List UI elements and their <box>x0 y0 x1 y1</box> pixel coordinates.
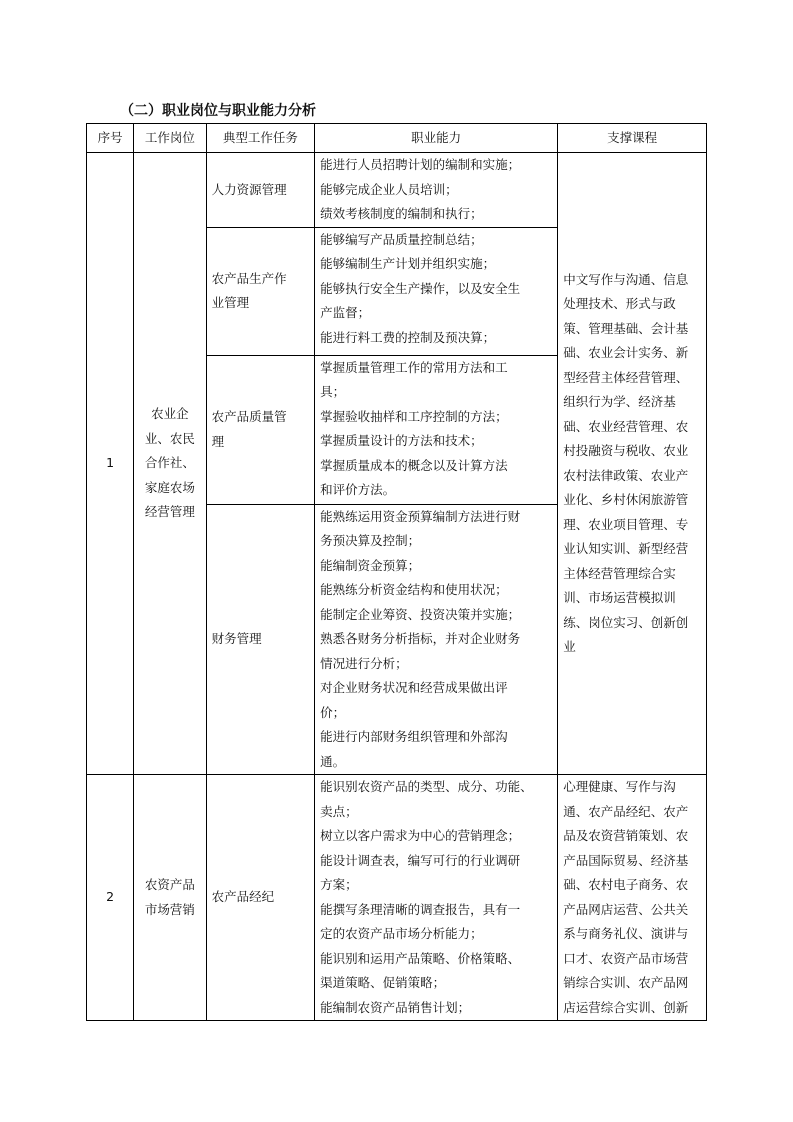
ability-line: 和评价方法。 <box>320 482 396 497</box>
course-line: 组织行为学、经济基 <box>563 394 676 409</box>
ability-line: 定的农资产品市场分析能力； <box>320 926 483 941</box>
course-line: 业化、乡村休闲旅游管 <box>563 492 689 507</box>
typical-task-cell <box>206 775 315 1021</box>
ability-line: 能识别和运用产品策略、价格策略、 <box>320 950 521 966</box>
typical-task-line: 农产品质量管 <box>211 409 287 424</box>
course-line: 农村法律政策、农业产 <box>563 467 689 483</box>
column-header-task: 典型工作任务 <box>206 124 315 153</box>
typical-task-line: 农产品经纪 <box>211 889 275 905</box>
course-line: 型经营主体经营管理、 <box>563 369 689 385</box>
course-line: 产品国际贸易、经济基 <box>563 852 689 868</box>
typical-task-line: 农产品生产作 <box>211 270 287 286</box>
job-post-line: 业、农民 <box>144 430 195 446</box>
header-row <box>87 124 707 153</box>
course-line: 心理健康、写作与沟 <box>563 779 676 794</box>
row-number: 1 <box>87 153 134 775</box>
column-header-no: 序号 <box>87 124 134 153</box>
course-line: 主体经营管理综合实 <box>563 565 676 581</box>
course-line: 础、农业会计实务、新 <box>563 345 689 360</box>
table-row <box>87 775 707 1021</box>
ability-line: 渠道策略、促销策略； <box>320 975 446 990</box>
typical-task-cell <box>206 153 315 228</box>
course-line: 理、农业项目管理、专 <box>563 516 689 532</box>
course-line: 口才、农资产品市场营 <box>563 950 689 966</box>
ability-line: 能编制农资产品销售计划； <box>320 999 471 1015</box>
course-line: 通、农产品经纪、农产 <box>563 803 689 819</box>
ability-line: 能进行内部财务组织管理和外部沟 <box>320 729 508 744</box>
ability-line: 掌握验收抽样和工序控制的方法； <box>320 408 508 424</box>
job-post-line: 农业企 <box>151 406 189 422</box>
course-line: 础、农村电子商务、农 <box>563 877 689 892</box>
row-number: 2 <box>87 775 134 1021</box>
course-line: 中文写作与沟通、信息 <box>563 271 689 287</box>
job-analysis-table <box>86 123 707 1021</box>
ability-line: 树立以客户需求为中心的营销理念； <box>320 828 521 843</box>
ability-cell <box>315 775 558 1021</box>
ability-line: 情况进行分析； <box>320 655 408 671</box>
typical-task-line: 理 <box>211 433 225 449</box>
typical-task-cell <box>206 227 315 355</box>
ability-line: 掌握质量设计的方法和技术； <box>320 433 483 448</box>
course-line: 业认知实训、新型经营 <box>563 541 689 556</box>
ability-line: 能识别农资产品的类型、成分、功能、 <box>320 779 533 794</box>
course-line: 训、市场运营模拟训 <box>563 590 676 605</box>
ability-line: 能熟练运用资金预算编制方法进行财 <box>320 508 521 524</box>
column-header-post: 工作岗位 <box>134 124 206 153</box>
ability-line: 通。 <box>320 753 346 769</box>
job-post-line: 经营管理 <box>144 504 195 520</box>
ability-line: 能编制资金预算； <box>320 557 421 573</box>
ability-line: 价； <box>320 704 346 720</box>
ability-line: 能制定企业筹资、投资决策并实施； <box>320 606 521 622</box>
course-line: 处理技术、形式与政 <box>563 296 676 311</box>
course-line: 产品网店运营、公共关 <box>563 901 689 917</box>
course-line: 店运营综合实训、创新 <box>563 999 689 1015</box>
course-line: 销综合实训、农产品网 <box>563 975 689 990</box>
typical-task-line: 业管理 <box>211 295 250 310</box>
ability-line: 能进行人员招聘计划的编制和实施； <box>320 157 521 172</box>
ability-cell <box>315 355 558 504</box>
ability-line: 对企业财务状况和经营成果做出评 <box>320 680 508 695</box>
ability-cell <box>315 153 558 228</box>
course-line: 业 <box>563 639 576 654</box>
ability-cell <box>315 227 558 355</box>
ability-line: 能熟练分析资金结构和使用状况； <box>320 582 508 597</box>
job-post-line: 市场营销 <box>144 901 195 917</box>
typical-task-line: 财务管理 <box>211 631 262 646</box>
ability-cell <box>315 504 558 775</box>
course-line: 策、管理基础、会计基 <box>563 320 689 336</box>
ability-line: 具； <box>320 384 346 399</box>
ability-line: 绩效考核制度的编制和执行； <box>320 206 483 221</box>
table-body <box>87 153 707 1021</box>
ability-line: 能够编制生产计划并组织实施； <box>320 256 496 271</box>
job-post-cell <box>134 153 206 775</box>
course-line: 础、农业经营管理、农 <box>563 418 689 434</box>
ability-line: 能设计调查表，编写可行的行业调研 <box>320 852 521 868</box>
column-header-courses: 支撑课程 <box>558 124 707 153</box>
typical-task-cell <box>206 355 315 504</box>
ability-line: 能撰写条理清晰的调查报告，具有一 <box>320 901 521 917</box>
ability-line: 掌握质量成本的概念以及计算方法 <box>320 457 508 473</box>
course-line: 练、岗位实习、创新创 <box>563 614 689 630</box>
ability-line: 熟悉各财务分析指标，并对企业财务 <box>320 631 521 646</box>
typical-task-cell <box>206 504 315 775</box>
job-post-line: 合作社、 <box>144 455 195 471</box>
typical-task-line: 人力资源管理 <box>211 181 287 197</box>
ability-line: 方案； <box>320 877 358 892</box>
ability-line: 卖点； <box>320 803 358 819</box>
job-post-line: 家庭农场 <box>144 479 195 495</box>
support-courses-cell <box>558 153 707 775</box>
ability-line: 能进行料工费的控制及预决算； <box>320 329 496 345</box>
course-line: 村投融资与税收、农业 <box>563 443 689 458</box>
section-heading: （二）职业岗位与职业能力分析 <box>120 103 316 119</box>
table-row <box>87 153 707 228</box>
ability-line: 能够执行安全生产操作，以及安全生 <box>320 280 521 296</box>
job-post-cell <box>134 775 206 1021</box>
support-courses-cell <box>558 775 707 1021</box>
course-line: 品及农资营销策划、农 <box>563 828 689 843</box>
ability-line: 能够完成企业人员培训； <box>320 181 458 197</box>
job-post-line: 农资产品 <box>144 877 195 892</box>
ability-line: 掌握质量管理工作的常用方法和工 <box>320 359 508 375</box>
ability-line: 产监督； <box>320 305 371 320</box>
ability-line: 能够编写产品质量控制总结； <box>320 231 483 247</box>
ability-line: 务预决算及控制； <box>320 533 421 548</box>
column-header-ability: 职业能力 <box>315 124 558 153</box>
course-line: 系与商务礼仪、演讲与 <box>563 926 689 941</box>
